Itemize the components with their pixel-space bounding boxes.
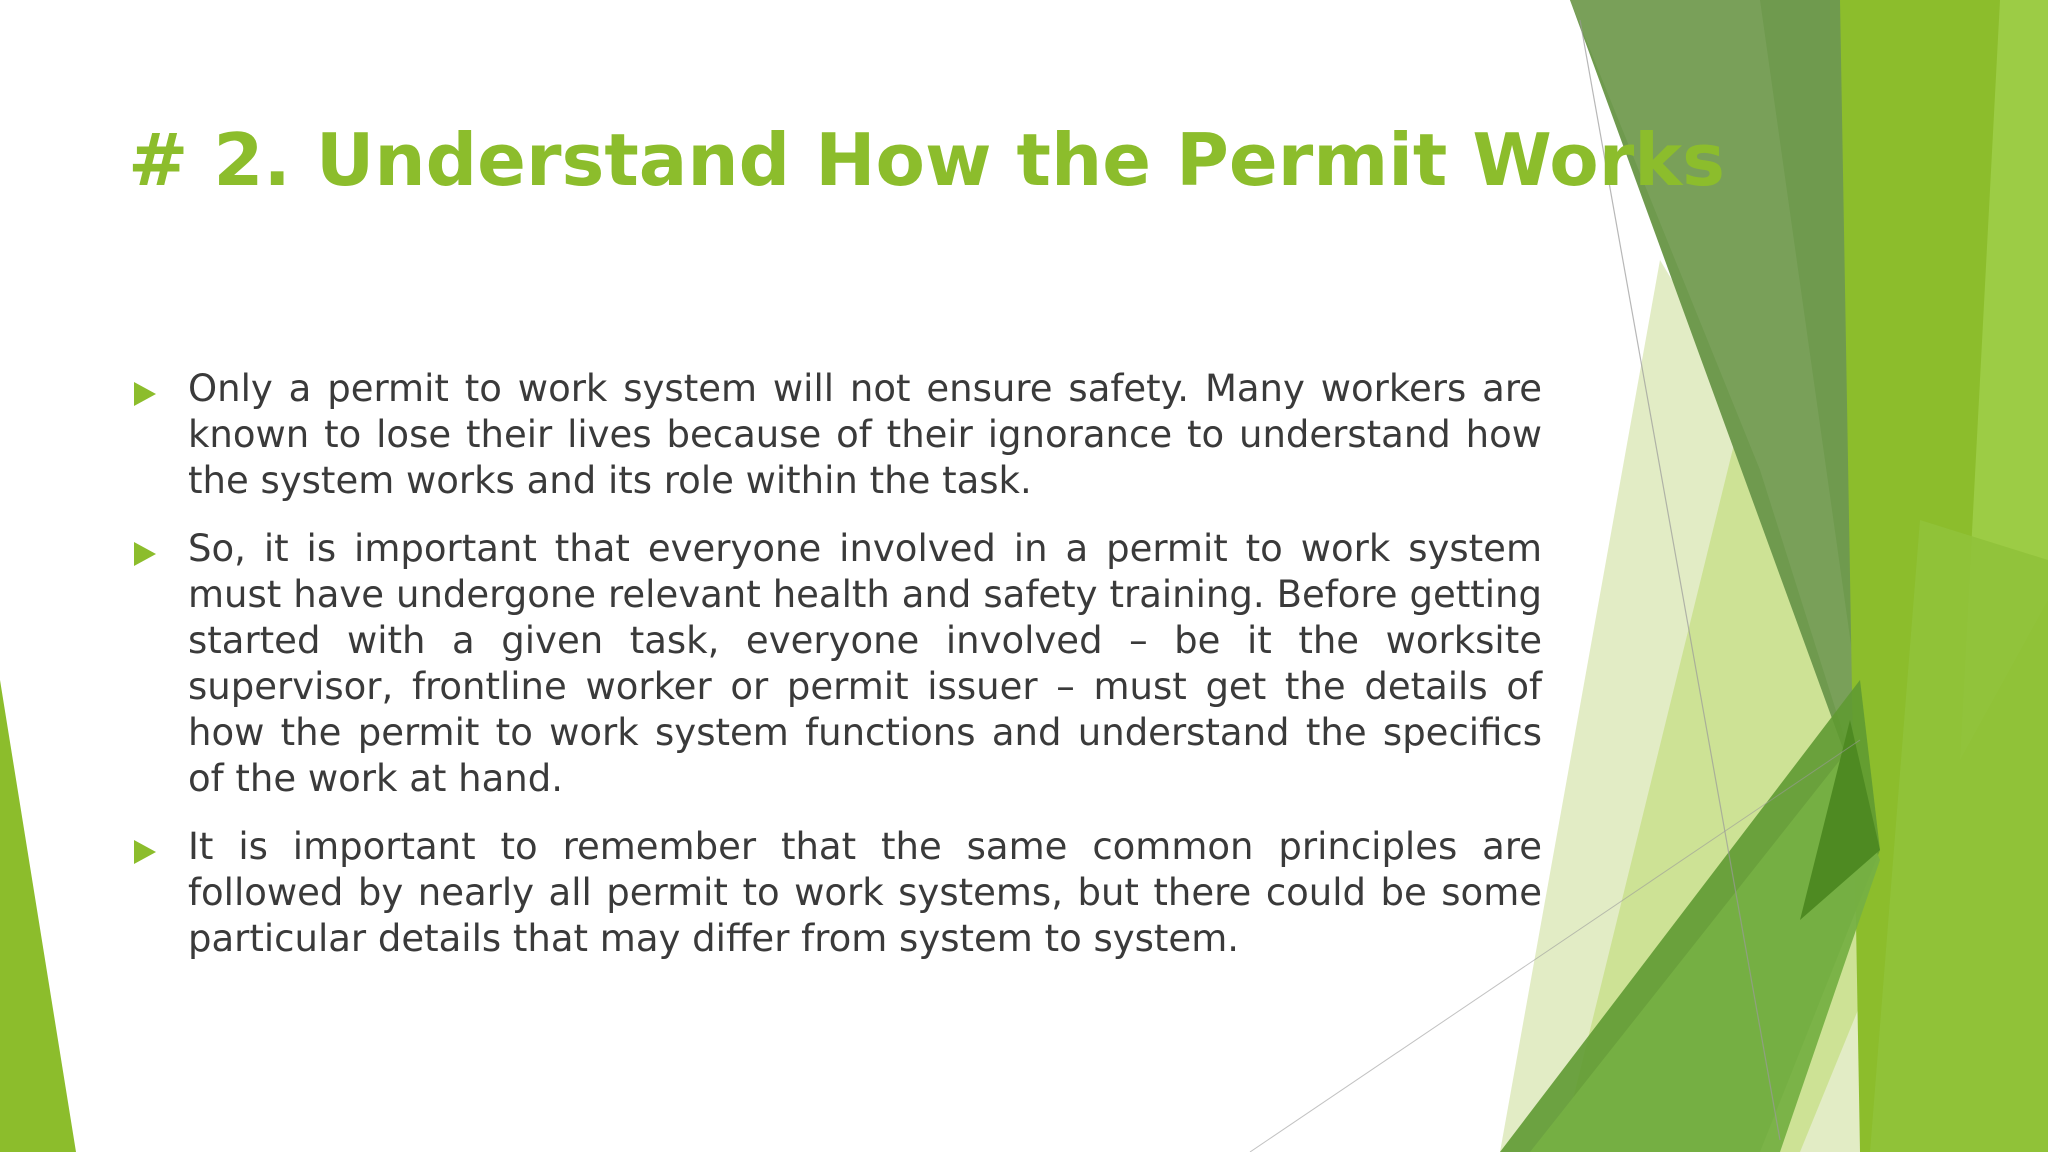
triangle-right-icon bbox=[134, 382, 156, 406]
facet-left-edge bbox=[0, 680, 76, 1152]
bullet-item bbox=[132, 824, 1542, 962]
triangle-right-icon bbox=[134, 542, 156, 566]
bullet-text: Only a permit to work system will not ensure safety. Many workers are known to lose their lives because of their ignorance to understand how the system works and its role within the task. bbox=[188, 367, 1542, 502]
bullet-text: It is important to remember that the same common principles are followed by nearly all permit to work systems, but there could be some particular details that may differ from system to system. bbox=[188, 825, 1542, 960]
bullet-item bbox=[132, 366, 1542, 504]
bullet-text: So, it is important that everyone involved in a permit to work system must have undergone relevant health and safety training. Before getting started with a given task, everyone involved – be it the worksite supervisor, frontline worker or permit issuer – must get the details of how the permit to work system functions and understand the specifics of the work at hand. bbox=[188, 527, 1542, 800]
slide-title: # 2. Understand How the Permit Works bbox=[128, 118, 1725, 202]
bullet-item bbox=[132, 526, 1542, 802]
triangle-right-icon bbox=[134, 840, 156, 864]
bullet-list bbox=[132, 366, 1542, 984]
